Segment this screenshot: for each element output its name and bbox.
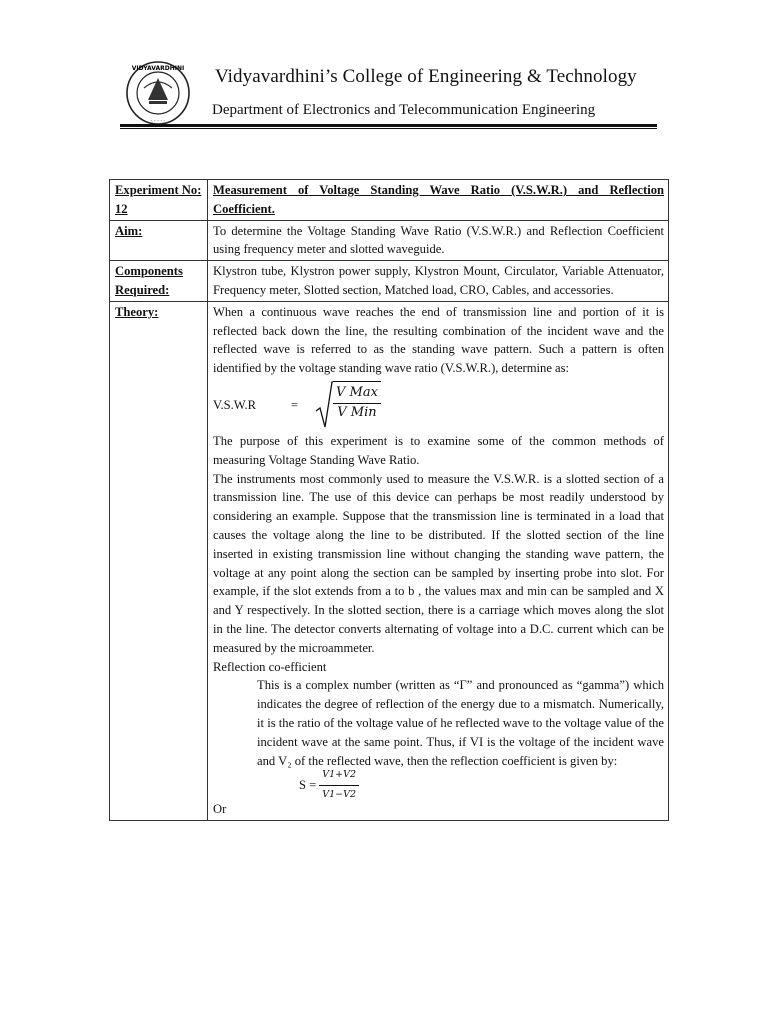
college-name: Vidyavardhini’s College of Engineering & Technology	[215, 66, 637, 87]
components-label: Components Required:	[110, 261, 208, 302]
aim-label: Aim:	[110, 220, 208, 261]
reflection-equation	[213, 770, 664, 800]
vswr-fraction	[333, 381, 381, 429]
header-rule-thin	[120, 128, 657, 129]
page-header	[0, 0, 768, 140]
svg-text:VIDYAVARDHINI: VIDYAVARDHINI	[131, 65, 185, 72]
radical-sign-icon	[315, 381, 333, 429]
reflection-coefficient-heading: Reflection co-efficient	[213, 659, 327, 674]
aim-row	[110, 220, 669, 261]
experiment-table	[109, 179, 669, 821]
square-root	[315, 381, 381, 429]
aim-text: To determine the Voltage Standing Wave Ratio (V.S.W.R.) and Reflection Coefficient using frequency meter and slotted waveguide.	[208, 220, 669, 261]
svg-text:· · · · ·: · · · · ·	[150, 118, 166, 124]
theory-paragraph-5: This is a complex number (written as “Γ” and pronounced as “gamma”) which indicates the degree of reflection of the energy due to a mismatch. Numerically, it is the ratio of the voltage value of he reflected wave to the voltage value of the incident wave at the same point. Thus, if VI is the voltage of the incident wave and V₂ of the reflected wave, then the reflection coefficient is given by:	[257, 678, 664, 768]
theory-label: Theory:	[110, 301, 208, 820]
department-name: Department of Electronics and Telecommunication Engineering	[212, 102, 596, 118]
components-row	[110, 261, 669, 302]
vswr-numerator: V Max	[333, 384, 381, 404]
theory-paragraph-1: When a continuous wave reaches the end of transmission line and portion of it is reflected back down the line, the resulting combination of the incident wave and the reflected wave is referred to as the standing wave pattern. Such a pattern is often identified by the voltage standing wave ratio (V.S.W.R.), determine as:	[213, 304, 664, 376]
theory-content	[208, 301, 669, 820]
reflection-numerator: V1+V2	[319, 766, 359, 786]
components-text: Klystron tube, Klystron power supply, Klystron Mount, Circulator, Variable Attenuator, Frequency meter, Slotted section, Matched load, CRO, Cables, and accessories.	[208, 261, 669, 302]
theory-paragraph-2: The purpose of this experiment is to examine some of the common methods of measuring Voltage Standing Wave Ratio.	[213, 433, 664, 467]
theory-paragraph-3: The instruments most commonly used to measure the V.S.W.R. is a slotted section of a transmission line. The use of this device can perhaps be most readily understood by considering an example. Suppose that the transmission line is terminated in a load that causes the voltage along the line to be distributed. If the slotted section of the line inserted in existing transmission line without changing the standing wave pattern, the voltage at any point along the section can be sampled by inserting probe into slot. For example, if the slot extends from a to b , the values max and min can be sampled and X and Y respectively. In the slotted section, there is a carriage which moves along the slot in the line. The detector converts alternating of voltage into a D.C. current which can be measured by the microammeter.	[213, 471, 664, 655]
vswr-equation	[213, 378, 664, 432]
vswr-equals-sign: =	[291, 397, 299, 412]
experiment-title: Measurement of Voltage Standing Wave Ratio (V.S.W.R.) and Reflection Coefficient.	[208, 180, 669, 221]
reflection-fraction	[319, 766, 359, 805]
reflection-equation-lhs: S =	[299, 777, 317, 792]
college-logo-seal	[118, 58, 198, 128]
theory-paragraph-or: Or	[213, 802, 227, 817]
experiment-label: Experiment No: 12	[110, 180, 208, 221]
experiment-row	[110, 180, 669, 221]
vswr-equation-lhs: V.S.W.R	[213, 397, 257, 412]
vswr-denominator: V Min	[337, 404, 377, 420]
reflection-denominator: V1−V2	[322, 788, 357, 800]
header-rule	[120, 124, 657, 127]
theory-row	[110, 301, 669, 820]
